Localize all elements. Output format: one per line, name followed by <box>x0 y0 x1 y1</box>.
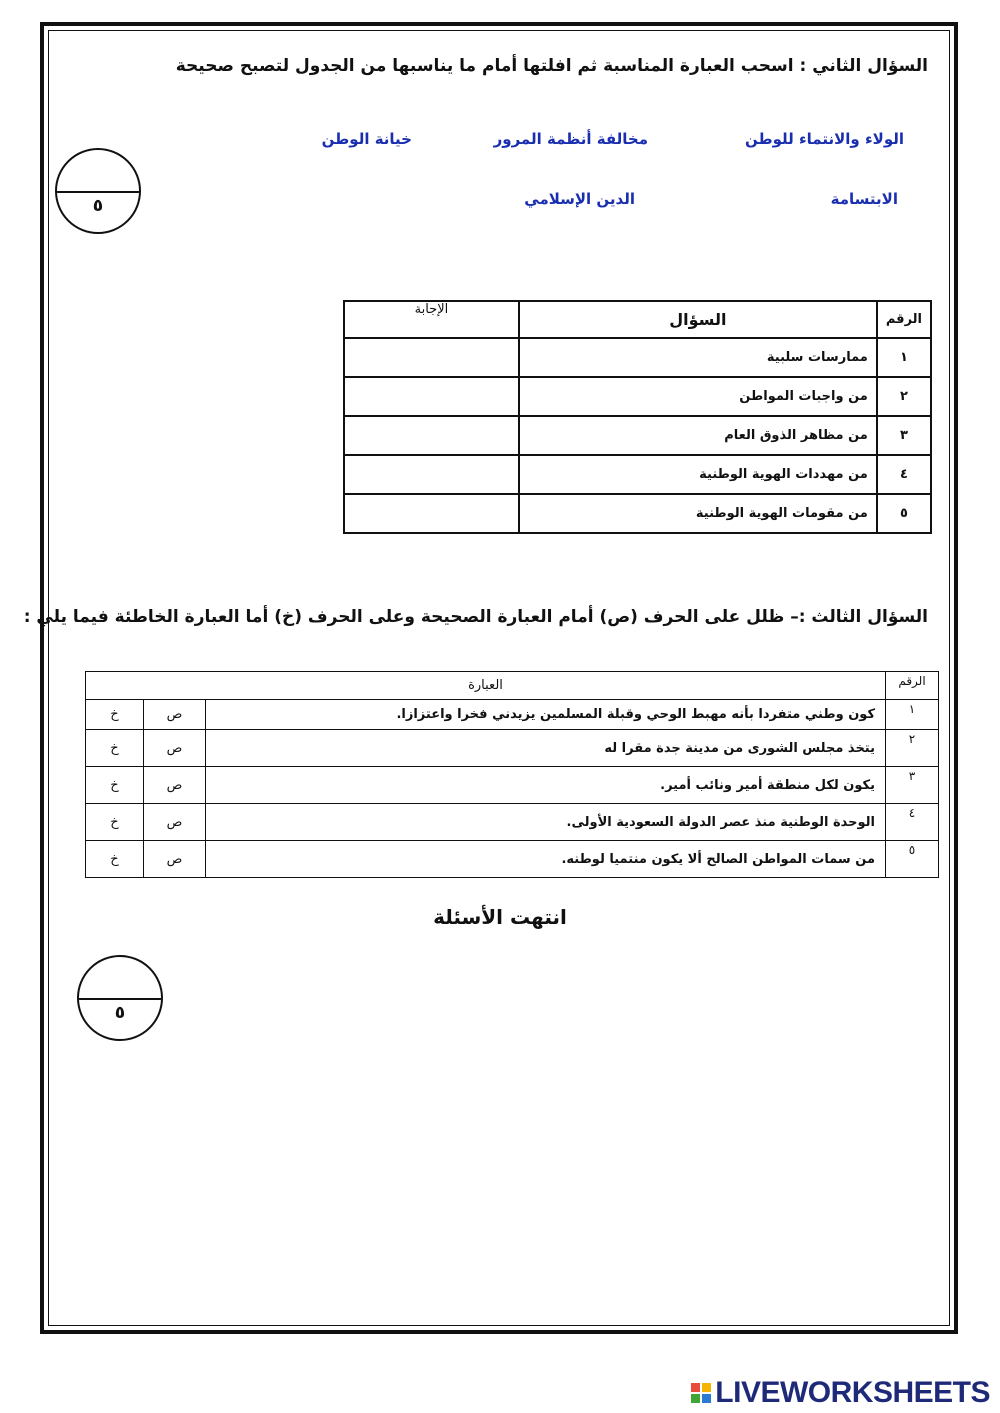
answer-drop-zone[interactable] <box>344 416 519 455</box>
header-answer: الإجابة <box>344 301 519 338</box>
draggable-option-traffic-violation[interactable]: مخالفة أنظمة المرور <box>493 130 648 148</box>
question-2-heading: السؤال الثاني : اسحب العبارة المناسبة ثم افلتها أمام ما يناسبها من الجدول لتصبح صحيحة <box>175 56 928 76</box>
answer-drop-zone[interactable] <box>344 494 519 533</box>
table-row <box>86 730 939 767</box>
matching-table <box>343 300 932 534</box>
row-number: ٤ <box>886 804 939 841</box>
row-number: ٣ <box>886 767 939 804</box>
table-row <box>344 455 931 494</box>
row-statement: من سمات المواطن الصالح ألا يكون منتميا لوطنه. <box>206 841 886 878</box>
table-header-row <box>344 301 931 338</box>
row-question: من مقومات الهوية الوطنية <box>519 494 877 533</box>
row-number: ٣ <box>877 416 931 455</box>
row-statement: يكون لكل منطقة أمير ونائب أمير. <box>206 767 886 804</box>
false-option[interactable]: خ <box>86 730 144 767</box>
true-option[interactable]: ص <box>144 700 206 730</box>
brand-text: LIVEWORKSHEETS <box>715 1376 990 1409</box>
header-number: الرقم <box>886 672 939 700</box>
answer-drop-zone[interactable] <box>344 338 519 377</box>
draggable-option-islam[interactable]: الدين الإسلامي <box>524 190 635 208</box>
score-circle-q3 <box>77 955 163 1041</box>
row-number: ١ <box>877 338 931 377</box>
false-option[interactable]: خ <box>86 804 144 841</box>
row-question: من مظاهر الذوق العام <box>519 416 877 455</box>
row-question: ممارسات سلبية <box>519 338 877 377</box>
liveworksheets-brand <box>691 1376 990 1410</box>
row-number: ١ <box>886 700 939 730</box>
row-question: من واجبات المواطن <box>519 377 877 416</box>
table-row <box>86 700 939 730</box>
score-divider <box>57 191 139 193</box>
row-number: ٤ <box>877 455 931 494</box>
table-row <box>86 804 939 841</box>
logo-square <box>691 1394 700 1403</box>
row-number: ٥ <box>877 494 931 533</box>
logo-square <box>702 1383 711 1392</box>
table-row <box>86 767 939 804</box>
table-row <box>86 841 939 878</box>
table-row <box>344 416 931 455</box>
draggable-option-smile[interactable]: الابتسامة <box>830 190 898 208</box>
answer-drop-zone[interactable] <box>344 455 519 494</box>
logo-square <box>691 1383 700 1392</box>
header-number: الرقم <box>877 301 931 338</box>
row-number: ٢ <box>886 730 939 767</box>
row-number: ٢ <box>877 377 931 416</box>
row-number: ٥ <box>886 841 939 878</box>
table-row <box>344 377 931 416</box>
header-statement: العبارة <box>86 672 886 700</box>
table-row <box>344 338 931 377</box>
question-3-heading: السؤال الثالث :– ظلل على الحرف (ص) أمام العبارة الصحيحة وعلى الحرف (خ) أما العبارة الخاطئة فيما يلي : <box>23 607 928 627</box>
table-row <box>344 494 931 533</box>
false-option[interactable]: خ <box>86 700 144 730</box>
score-value: ٥ <box>114 1003 126 1023</box>
row-statement: الوحدة الوطنية منذ عصر الدولة السعودية الأولى. <box>206 804 886 841</box>
table-header-row <box>86 672 939 700</box>
draggable-option-loyalty[interactable]: الولاء والانتماء للوطن <box>745 130 904 148</box>
false-option[interactable]: خ <box>86 841 144 878</box>
end-of-questions: انتهت الأسئلة <box>433 905 567 929</box>
row-statement: يتخذ مجلس الشورى من مدينة جدة مقرا له <box>206 730 886 767</box>
logo-square <box>702 1394 711 1403</box>
answer-drop-zone[interactable] <box>344 377 519 416</box>
score-circle-q2 <box>55 148 141 234</box>
true-option[interactable]: ص <box>144 767 206 804</box>
score-divider <box>79 998 161 1000</box>
header-question: السؤال <box>519 301 877 338</box>
true-option[interactable]: ص <box>144 841 206 878</box>
liveworksheets-logo-icon <box>691 1383 711 1403</box>
row-statement: كون وطني متفردا بأنه مهبط الوحي وقبلة المسلمين يزيدني فخرا واعتزازا. <box>206 700 886 730</box>
true-option[interactable]: ص <box>144 804 206 841</box>
score-value: ٥ <box>92 196 104 216</box>
true-false-table <box>85 671 939 878</box>
row-question: من مهددات الهوية الوطنية <box>519 455 877 494</box>
draggable-option-treason[interactable]: خيانة الوطن <box>321 130 412 148</box>
false-option[interactable]: خ <box>86 767 144 804</box>
true-option[interactable]: ص <box>144 730 206 767</box>
